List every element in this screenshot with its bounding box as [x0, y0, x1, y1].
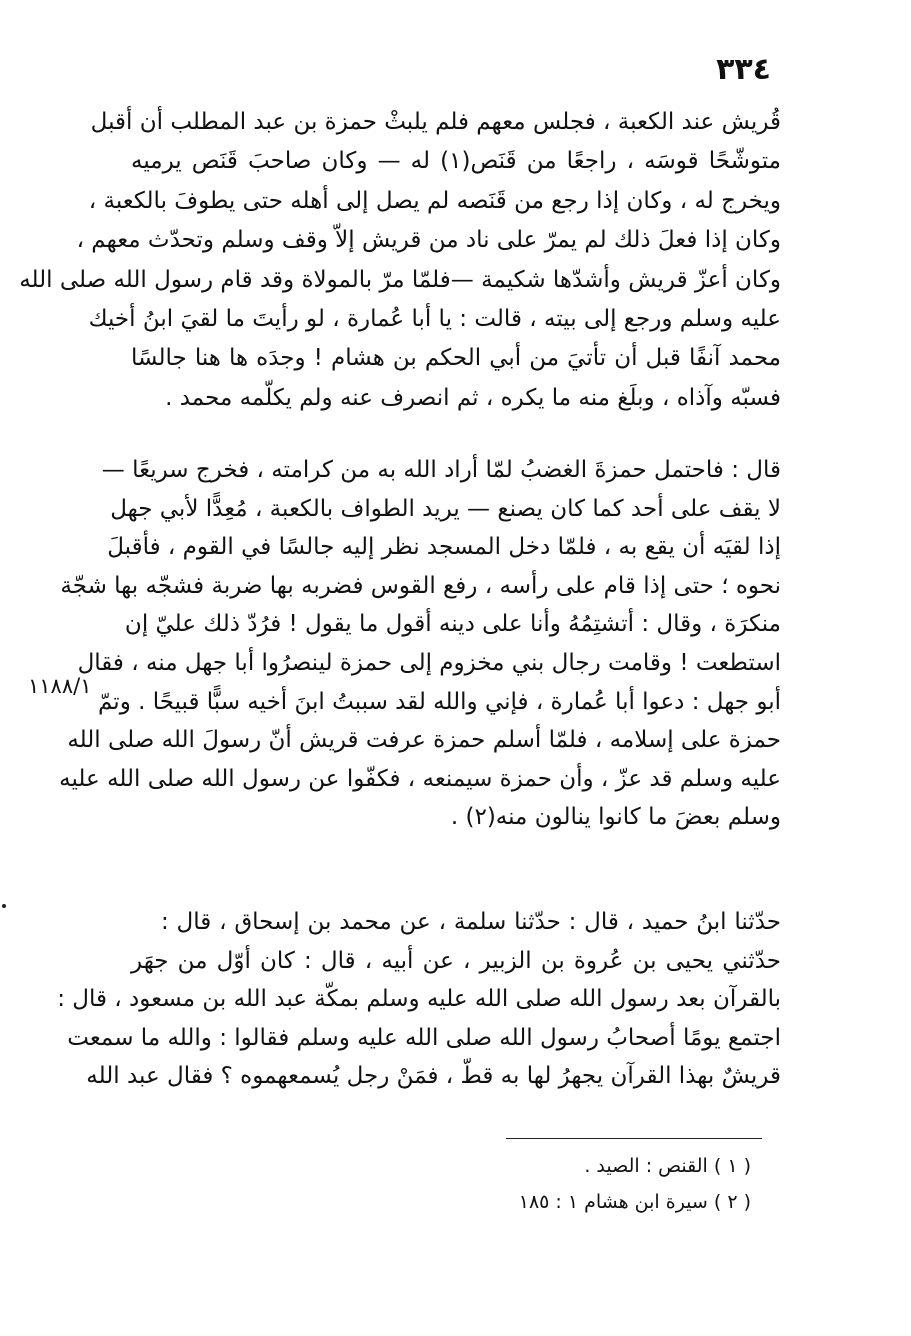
- paragraph1-line: محمد آنفًا قبل أن تأتيَ من أبي الحكم بن هشام ! وجدَه ها هنا جالسًا: [131, 345, 781, 372]
- paragraph2-line: منكرَة ، وقال : أتشتِمُهُ وأنا على دينه أقول ما يقول ! فرُدّ ذلك عليّ إن: [124, 611, 781, 638]
- paragraph1-line: قُريش عند الكعبة ، فجلس معهم فلم يلبثْ حمزة بن عبد المطلب أن أقبل: [90, 109, 781, 135]
- paragraph3-line: حدّثني يحيى بن عُروة بن الزبير ، عن أبيه ، قال : كان أوّل من جهَر: [131, 947, 781, 974]
- paragraph3-line: اجتمع يومًا أصحابُ رسول الله صلى الله عليه وسلم فقالوا : والله ما سمعت: [67, 1024, 781, 1051]
- paragraph2-line: نحوه ؛ حتى إذا قام على رأسه ، رفع القوس فضربه بها ضربة فشجّه بها شجّة: [60, 572, 781, 599]
- paragraph2-line: قال : فاحتمل حمزةَ الغضبُ لمّا أراد الله به من كرامته ، فخرج سريعًا —: [101, 457, 781, 483]
- paragraph2-line: استطعت ! وقامت رجال بني مخزوم إلى حمزة لينصرُوا أبا جهل منه ، فقال: [77, 650, 781, 676]
- paragraph1-line: وكان أعزّ قريش وأشدّها شكيمة —فلمّا مرّ بالمولاة وقد قام رسول الله صلى الله: [19, 266, 781, 293]
- paragraph2-line: أبو جهل : دعوا أبا عُمارة ، فإني والله لقد سببتُ ابنَ أخيه سبًّا قبيحًا . وتمّ: [97, 688, 781, 715]
- paragraph2-line: وسلم بعضَ ما كانوا ينالون منه(٢) .: [450, 804, 781, 831]
- paragraph3-line: بالقرآن بعد رسول الله صلى الله عليه وسلم بمكّة عبد الله بن مسعود ، قال :: [57, 986, 781, 1013]
- paragraph2-line: إذا لقيَه أن يقع به ، فلمّا دخل المسجد نظر إليه جالسًا في القوم ، فأقبلَ: [107, 534, 781, 561]
- paragraph1-line: فسبّه وآذاه ، وبلَغ منه ما يكره ، ثم انصرف عنه ولم يكلّمه محمد .: [165, 384, 781, 411]
- page-number: ٣٣٤: [716, 52, 771, 87]
- paragraph1-line: ويخرج له ، وكان إذا رجع من قَنَصه لم يصل إلى أهله حتى يطوفَ بالكعبة ،: [88, 187, 781, 214]
- paragraph2-line: عليه وسلم قد عزّ ، وأن حمزة سيمنعه ، فكفّوا عن رسول الله صلى الله عليه: [59, 765, 781, 792]
- footnote-separator: [506, 1138, 762, 1139]
- paragraph3-line: قريشٌ بهذا القرآن يجهرُ لها به قطّ ، فمَنْ رجل يُسمعهموه ؟ فقال عبد الله: [86, 1063, 781, 1090]
- paragraph1-line: وكان إذا فعلَ ذلك لم يمرّ على ناد من قريش إلاّ وقف وسلم وتحدّث معهم ،: [76, 227, 781, 254]
- footnote-2: ( ٢ ) سيرة ابن هشام ١ : ١٨٥: [518, 1191, 751, 1213]
- paragraph3-line: حدّثنا ابنُ حميد ، قال : حدّثنا سلمة ، عن محمد بن إسحاق ، قال :: [161, 909, 781, 935]
- paragraph1-line: عليه وسلم ورجع إلى بيته ، قالت : يا أبا عُمارة ، لو رأيتَ ما لقيَ ابنُ أخيك: [88, 306, 781, 332]
- paragraph1-line: متوشّحًا قوسَه ، راجعًا من قَنَص(١) له — وكان صاحبَ قَنَص يرميه: [131, 148, 781, 175]
- paragraph2-line: حمزة على إسلامه ، فلمّا أسلم حمزة عرفت قريش أنّ رسولَ الله صلى الله: [67, 727, 781, 754]
- paragraph2-line: لا يقف على أحد كما كان يصنع — يريد الطواف بالكعبة ، مُعِدًّا لأبي جهل: [110, 495, 781, 522]
- margin-dot: [2, 904, 6, 908]
- margin-reference: ١١٨٨/١: [28, 674, 92, 698]
- footnote-1: ( ١ ) القنص : الصيد .: [584, 1155, 751, 1177]
